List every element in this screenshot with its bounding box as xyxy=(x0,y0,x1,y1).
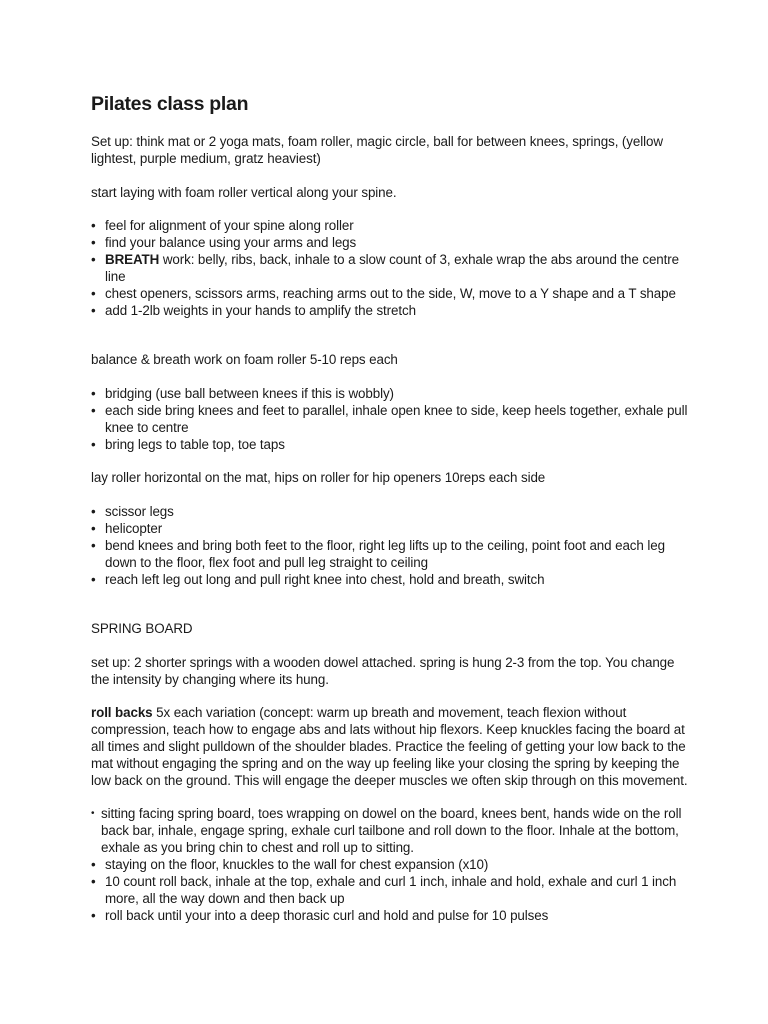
bullet-icon: • xyxy=(91,235,96,250)
breath-label: BREATH xyxy=(105,252,160,267)
start-paragraph: start laying with foam roller vertical along your spine. xyxy=(91,185,397,200)
list-item: • find your balance using your arms and legs xyxy=(91,235,357,250)
bullet-icon: • xyxy=(91,857,96,872)
bullet-icon: • xyxy=(91,303,96,318)
list-item: • reach left leg out long and pull right knee into chest, hold and breath, switch xyxy=(91,572,545,587)
balance-paragraph: balance & breath work on foam roller 5-10 reps each xyxy=(91,352,398,367)
roll-backs-label: roll backs xyxy=(91,705,153,720)
spring-board-heading: SPRING BOARD xyxy=(91,621,193,636)
roller-list xyxy=(91,217,691,319)
lay-roller-paragraph: lay roller horizontal on the mat, hips on roller for hip openers 10reps each side xyxy=(91,470,546,485)
bullet-icon: • xyxy=(91,908,96,923)
bullet-icon: • xyxy=(91,218,96,233)
list-item: • chest openers, scissors arms, reaching arms out to the side, W, move to a Y shape and a T shape xyxy=(91,286,676,301)
list-item: • scissor legs xyxy=(91,504,174,519)
list-item: • bridging (use ball between knees if this is wobbly) xyxy=(91,386,394,401)
roll-backs-paragraph: roll backs 5x each variation (concept: warm up breath and movement, teach flexion without compression, teach how to engage abs and lats without hip flexors. Keep knuckles facing the board at all times and slight pulldown of the shoulder blades. Practice the feeling of getting your low back to the mat without engaging the spring and on the way up feeling like your closing the spring by keeping the low back on the ground. This will engage the deeper muscles we often skip through on this movement. xyxy=(91,705,688,788)
list-item: • each side bring knees and feet to parallel, inhale open knee to side, keep heels together, exhale pull knee to centre xyxy=(91,403,688,435)
list-item: • bend knees and bring both feet to the floor, right leg lifts up to the ceiling, point foot and each leg down to the floor, flex foot and pull leg straight to ceiling xyxy=(91,538,665,570)
list-item: • sitting facing spring board, toes wrapping on dowel on the board, knees bent, hands wide on the roll back bar, inhale, engage spring, exhale curl tailbone and roll down to the floor. Inhale at the bottom, exhale as you bring chin to chest and roll up to sitting. xyxy=(91,806,682,855)
hip-opener-list xyxy=(91,503,691,588)
spring-setup-paragraph: set up: 2 shorter springs with a wooden dowel attached. spring is hung 2-3 from the top. You change the intensity by changing where its hung. xyxy=(91,655,675,687)
bullet-icon: • xyxy=(91,386,96,401)
bullet-icon: • xyxy=(91,286,96,301)
bullet-icon: • xyxy=(91,538,96,553)
list-item: • BREATH work: belly, ribs, back, inhale to a slow count of 3, exhale wrap the abs around the centre line xyxy=(91,252,679,284)
list-item: • add 1-2lb weights in your hands to amplify the stretch xyxy=(91,303,416,318)
list-item: • staying on the floor, knuckles to the wall for chest expansion (x10) xyxy=(91,857,489,872)
bullet-icon: • xyxy=(91,874,96,889)
bullet-icon: • xyxy=(91,808,95,819)
bullet-icon: • xyxy=(91,252,96,267)
page-title: Pilates class plan xyxy=(91,93,249,115)
roll-backs-list xyxy=(91,805,691,924)
bullet-icon: • xyxy=(91,403,96,418)
bullet-icon: • xyxy=(91,572,96,587)
list-item: • 10 count roll back, inhale at the top, exhale and curl 1 inch, inhale and hold, exhale and curl 1 inch more, all the way down and then back up xyxy=(91,874,677,906)
list-item: • feel for alignment of your spine along roller xyxy=(91,218,354,233)
bridging-list xyxy=(91,385,691,453)
list-item: • bring legs to table top, toe taps xyxy=(91,437,285,452)
bullet-icon: • xyxy=(91,437,96,452)
setup-paragraph: Set up: think mat or 2 yoga mats, foam roller, magic circle, ball for between knees, springs, (yellow lightest, purple medium, gratz heaviest) xyxy=(91,134,663,166)
list-item: • helicopter xyxy=(91,521,163,536)
list-item: • roll back until your into a deep thorasic curl and hold and pulse for 10 pulses xyxy=(91,908,549,923)
bullet-icon: • xyxy=(91,521,96,536)
bullet-icon: • xyxy=(91,504,96,519)
